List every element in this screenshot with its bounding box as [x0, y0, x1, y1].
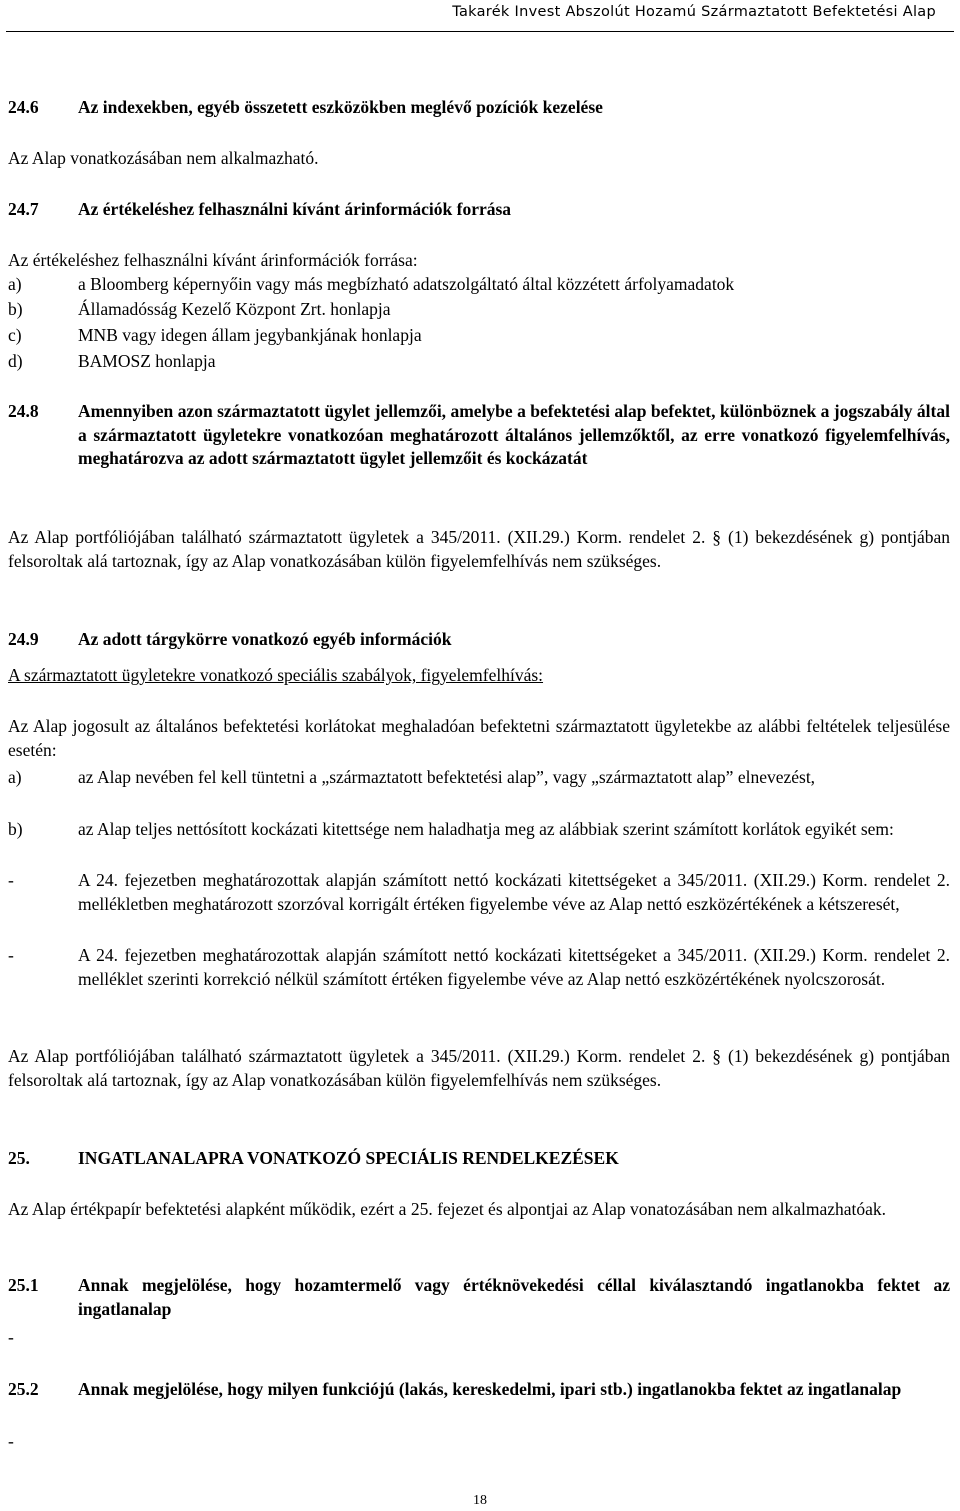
section-number: 24.6	[8, 97, 39, 117]
section-24-9-subtitle: A származtatott ügyletekre vonatkozó speciális szabályok, figyelemfelhívás:	[8, 665, 544, 685]
section-25-1-heading	[8, 1274, 950, 1321]
section-title: Az adott tárgykörre vonatkozó egyéb információk	[78, 629, 452, 649]
section-number: 24.9	[8, 629, 39, 649]
section-title: Annak megjelölése, hogy milyen funkciójú (lakás, kereskedelmi, ipari stb.) ingatlanokba fektet az ingatlanalap	[78, 1379, 902, 1399]
section-number: 24.7	[8, 199, 39, 219]
section-25-2-dash: -	[8, 1431, 14, 1451]
section-24-6-text: Az Alap vonatkozásában nem alkalmazható.	[8, 148, 319, 168]
list-item: b) az Alap teljes nettósított kockázati kitettsége nem haladhatja meg az alábbiak szerint számított korlátok egyikét sem:	[8, 819, 894, 839]
list-item: - A 24. fejezetben meghatározottak alapján számított nettó kockázati kitettségeket a 345/2011. (XII.29.) Korm. rendelet 2. mellékletben meghatározott szorzóval korrigált értéken figyelembe véve az Alap nettó eszközértékének a kétszeresét,	[8, 870, 950, 914]
section-number: 25.1	[8, 1275, 39, 1295]
section-25-heading	[8, 1147, 950, 1171]
section-24-9-intro: Az Alap jogosult az általános befektetési korlátokat meghaladóan befektetni származtatott ügyletekbe az alábbi feltételek teljesülése esetén:	[8, 716, 950, 760]
section-title: Annak megjelölése, hogy hozamtermelő vagy értéknövekedési céllal kiválasztandó ingatlanokba fektet az ingatlanalap	[78, 1275, 950, 1319]
section-24-6-heading	[8, 96, 950, 120]
list-item: - A 24. fejezetben meghatározottak alapján számított nettó kockázati kitettségeket a 345/2011. (XII.29.) Korm. rendelet 2. melléklet szerinti korrekció nélkül számított értéken figyelembe véve az Alap nettó eszközértékének nyolcszorosát.	[8, 945, 950, 989]
section-title: INGATLANALAPRA VONATKOZÓ SPECIÁLIS RENDELKEZÉSEK	[78, 1148, 619, 1168]
section-24-9-text: Az Alap portfóliójában található származtatott ügyletek a 345/2011. (XII.29.) Korm. rendelet 2. § (1) bekezdésének g) pontjában felsoroltak alá tartoznak, így az Alap vonatkozásában külön figyelemfelhívás nem szükséges.	[8, 1046, 950, 1090]
section-24-7-heading	[8, 198, 950, 222]
section-24-8-heading	[8, 400, 950, 471]
list-item: d) BAMOSZ honlapja	[8, 351, 216, 371]
section-24-7-intro: Az értékeléshez felhasználni kívánt árinformációk forrása:	[8, 250, 418, 270]
section-24-9-heading	[8, 628, 950, 652]
list-item: a) a Bloomberg képernyőin vagy más megbízható adatszolgáltató által közzétett árfolyamadatok	[8, 274, 735, 294]
running-header: Takarék Invest Abszolút Hozamú Származtatott Befektetési Alap	[452, 4, 936, 20]
section-number: 24.8	[8, 401, 39, 421]
section-title: Az indexekben, egyéb összetett eszközökben meglévő pozíciók kezelése	[78, 97, 603, 117]
section-25-2-heading	[8, 1378, 950, 1402]
section-25-1-dash: -	[8, 1327, 14, 1347]
section-25-text: Az Alap értékpapír befektetési alapként működik, ezért a 25. fejezet és alpontjai az Alap vonatozásában nem alkalmazhatóak.	[8, 1199, 887, 1219]
section-number: 25.2	[8, 1379, 39, 1399]
section-title: Amennyiben azon származtatott ügylet jellemzői, amelybe a befektetési alap befektet, különböznek a jogszabály által a származtatott ügyletekre vonatkozóan meghatározott általános jellemzőktől, az erre vonatkozó figyelemfelhívás, meghatározva az adott származtatott ügylet jellemzőit és kockázatát	[78, 401, 950, 469]
section-24-8-text: Az Alap portfóliójában található származtatott ügyletek a 345/2011. (XII.29.) Korm. rendelet 2. § (1) bekezdésének g) pontjában felsoroltak alá tartoznak, így az Alap vonatkozásában külön figyelemfelhívás nem szükséges.	[8, 527, 950, 571]
header-rule	[6, 31, 954, 32]
section-title: Az értékeléshez felhasználni kívánt árinformációk forrása	[78, 199, 512, 219]
page-number: 18	[473, 1493, 487, 1508]
list-item: b) Államadósság Kezelő Központ Zrt. honlapja	[8, 299, 391, 319]
list-item: c) MNB vagy idegen állam jegybankjának honlapja	[8, 325, 422, 345]
list-item: a) az Alap nevében fel kell tüntetni a „származtatott befektetési alap”, vagy „származtatott alap” elnevezést,	[8, 767, 816, 787]
section-number: 25.	[8, 1148, 30, 1168]
